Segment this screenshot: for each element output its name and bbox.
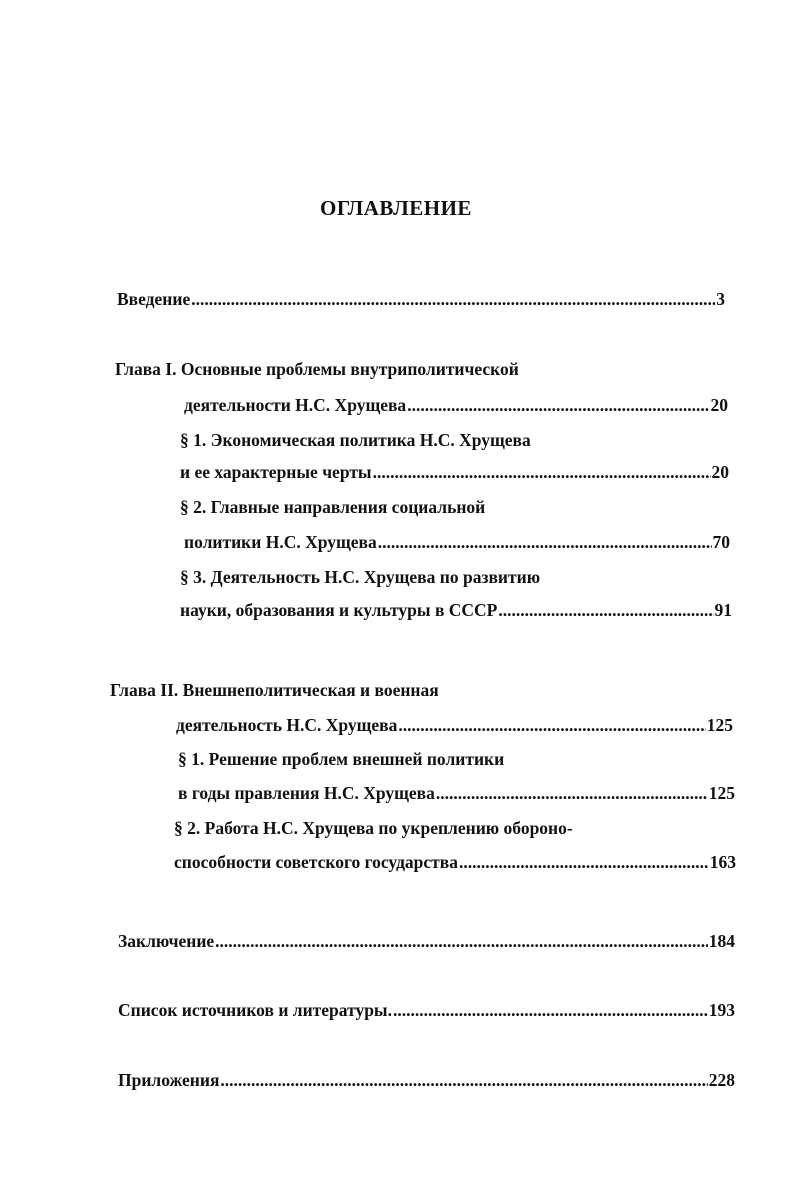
toc-page-number: 3 [716,289,725,309]
toc-leader-dots [407,393,709,417]
chapter-heading: Глава I. Основные проблемы внутриполитической [115,359,519,379]
toc-leader-dots [459,850,709,874]
page-title: ОГЛАВЛЕНИЕ [320,196,472,220]
toc-leader-dots [436,781,708,805]
section-heading: § 2. Главные направления социальной [180,497,486,517]
toc-label: Введение [117,289,191,309]
toc-leader-dots [393,998,708,1022]
toc-label: способности советского государства [174,852,458,872]
toc-page-number: 70 [712,532,730,552]
toc-entry-section [184,530,730,554]
toc-label: политики Н.С. Хрущева [184,532,377,552]
toc-entry-sources [118,998,735,1022]
toc-label: Приложения [118,1070,220,1090]
toc-leader-dots [191,287,715,311]
toc-entry-section [178,781,735,805]
toc-page-number: 125 [708,783,735,803]
toc-label: и ее характерные черты [180,462,372,482]
toc-page-number: 20 [710,395,728,415]
toc-entry-conclusion [118,929,735,953]
toc-leader-dots [215,929,708,953]
toc-page-number: 91 [714,600,732,620]
toc-page-number: 163 [709,852,736,872]
toc-page-number: 184 [708,931,735,951]
toc-entry-section [174,850,736,874]
section-heading: § 2. Работа Н.С. Хрущева по укреплению обороно- [174,818,573,838]
toc-leader-dots [398,713,705,737]
toc-entry-chapter2 [176,713,733,737]
toc-entry-chapter1 [184,393,728,417]
section-heading: § 3. Деятельность Н.С. Хрущева по развитию [180,567,541,587]
toc-leader-dots [498,598,713,622]
toc-page-number: 125 [706,715,733,735]
section-heading: § 1. Решение проблем внешней политики [178,749,505,769]
toc-page-number: 228 [708,1070,735,1090]
toc-label: науки, образования и культуры в СССР [180,600,498,620]
toc-label: Заключение [118,931,215,951]
toc-entry-appendix [118,1068,735,1092]
toc-entry-section [180,598,732,622]
chapter-heading: Глава II. Внешнеполитическая и военная [110,680,439,700]
toc-label: Список источников и литературы. [118,1000,392,1020]
toc-entry-section [180,460,729,484]
toc-leader-dots [373,460,711,484]
toc-label: деятельность Н.С. Хрущева [176,715,398,735]
toc-label: деятельности Н.С. Хрущева [184,395,407,415]
section-heading: § 1. Экономическая политика Н.С. Хрущева [180,430,531,450]
toc-label: в годы правления Н.С. Хрущева [178,783,435,803]
toc-leader-dots [220,1068,707,1092]
toc-leader-dots [378,530,712,554]
toc-entry-intro [117,287,725,311]
toc-page-number: 20 [711,462,729,482]
toc-page-number: 193 [708,1000,735,1020]
